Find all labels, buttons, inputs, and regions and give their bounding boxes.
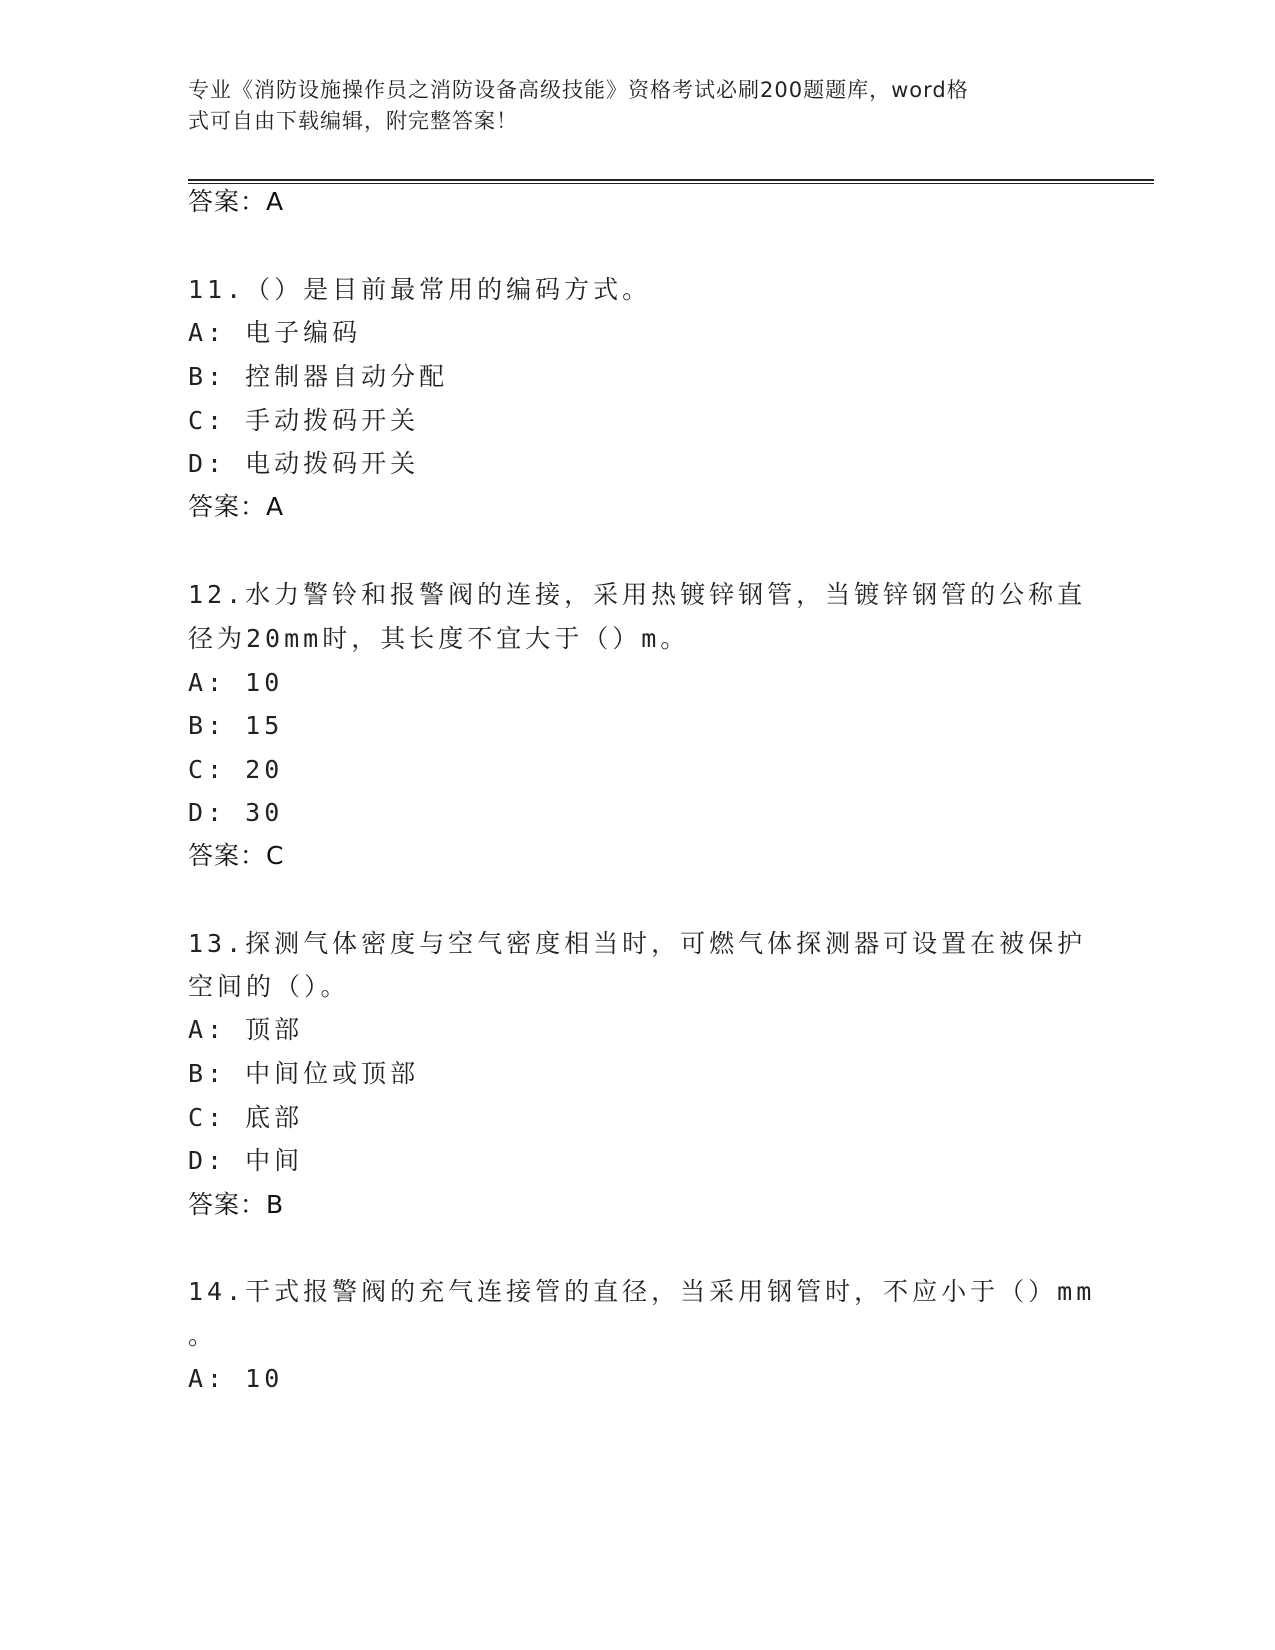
question-14-text-line-2: 。 [188, 1321, 218, 1350]
document-header [188, 75, 1068, 137]
header-line-1: 专业《消防设施操作员之消防设备高级技能》资格考试必刷200题题库，word格 [188, 78, 969, 102]
question-13-text-line-1: 13.探测气体密度与空气密度相当时，可燃气体探测器可设置在被保护 [188, 929, 1087, 958]
question-14-text-line-1: 14.干式报警阀的充气连接管的直径，当采用钢管时，不应小于（）mm [188, 1277, 1096, 1306]
question-11-answer: 答案：A [188, 492, 285, 521]
question-12-text-line-2: 径为20mm时，其长度不宜大于（）m。 [188, 624, 690, 653]
question-13-answer: 答案：B [188, 1190, 285, 1219]
question-13-option-b: B: 中间位或顶部 [188, 1059, 420, 1088]
answer-prev: 答案：A [188, 187, 285, 216]
question-13-text-line-2: 空间的（）。 [188, 972, 350, 1001]
question-13-option-d: D: 中间 [188, 1146, 304, 1175]
question-12-answer: 答案：C [188, 841, 285, 870]
question-12-option-d: D: 30 [188, 798, 284, 827]
question-12-option-c: C: 20 [188, 755, 284, 784]
question-11-option-a: A: 电子编码 [188, 318, 362, 347]
question-11-option-d: D: 电动拨码开关 [188, 449, 420, 478]
question-12-option-a: A: 10 [188, 668, 284, 697]
question-14-option-a: A: 10 [188, 1364, 284, 1393]
question-12-text-line-1: 12.水力警铃和报警阀的连接，采用热镀锌钢管，当镀锌钢管的公称直 [188, 580, 1087, 609]
question-11-text: 11.（）是目前最常用的编码方式。 [188, 275, 652, 304]
question-13-option-c: C: 底部 [188, 1103, 304, 1132]
header-divider [188, 179, 1154, 184]
question-13-option-a: A: 顶部 [188, 1015, 304, 1044]
question-11-option-b: B: 控制器自动分配 [188, 362, 449, 391]
question-12-option-b: B: 15 [188, 711, 284, 740]
question-11-option-c: C: 手动拨码开关 [188, 406, 420, 435]
header-line-2: 式可自由下载编辑，附完整答案！ [188, 109, 518, 133]
